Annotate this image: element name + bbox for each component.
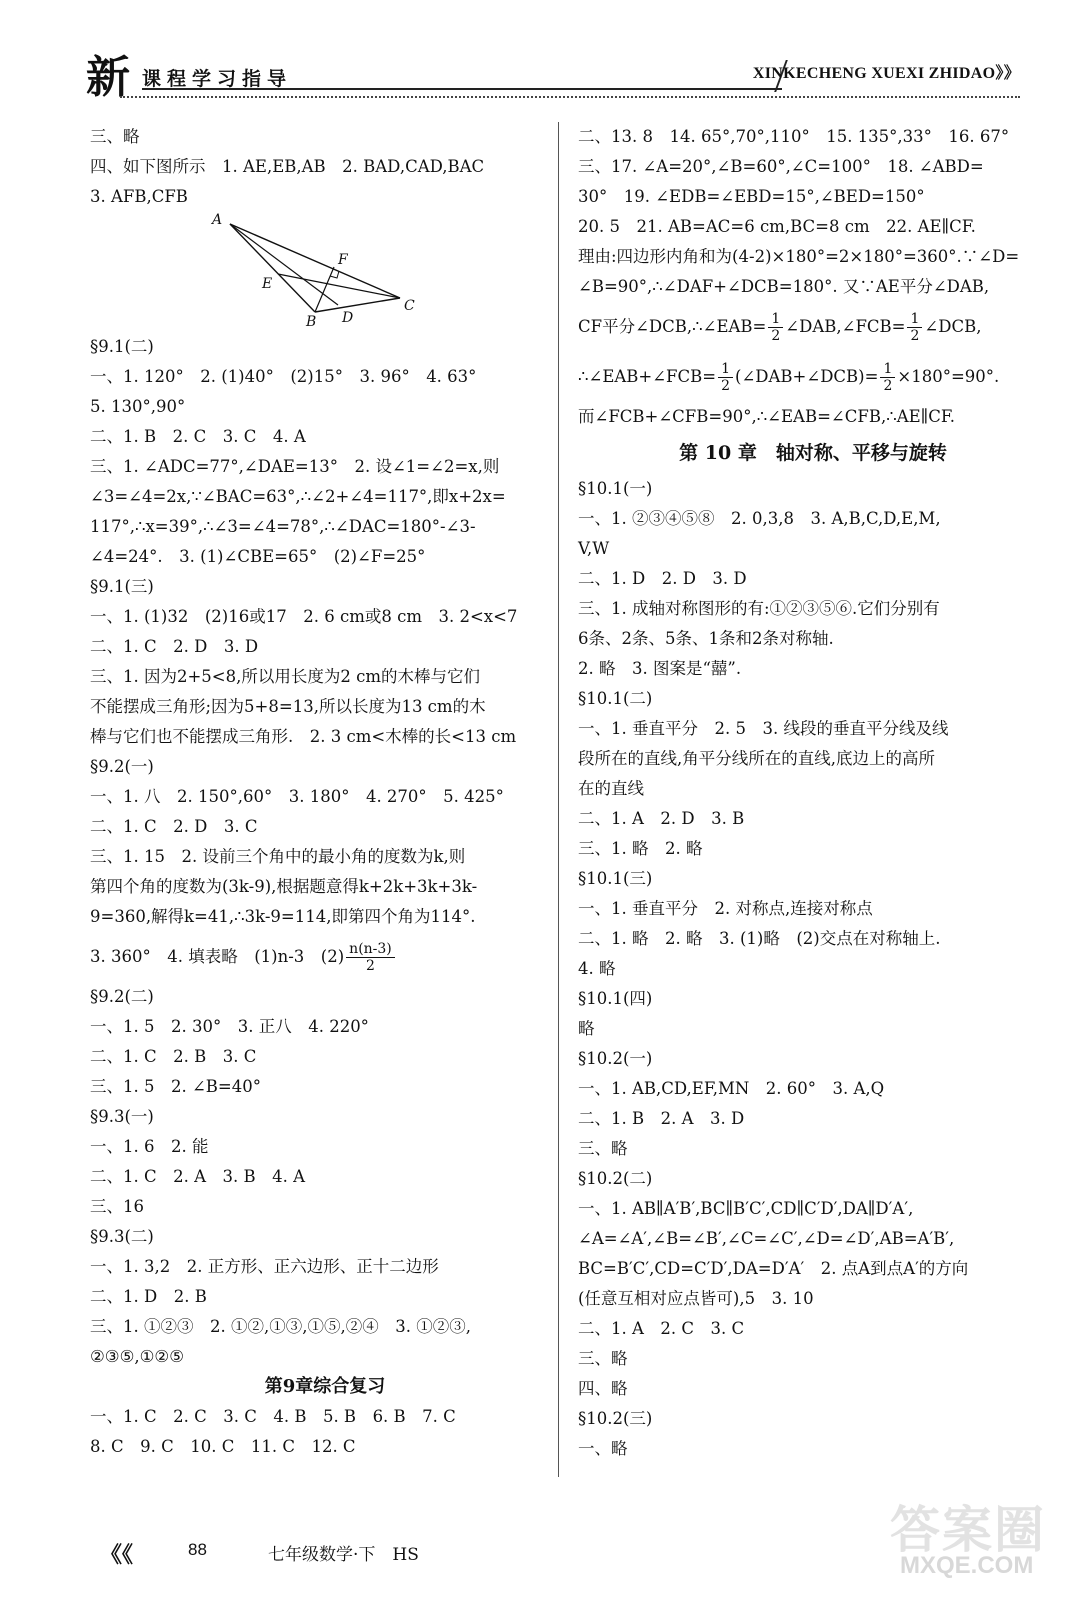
section-heading: §9.3(二) — [90, 1227, 154, 1246]
answer-line: 而∠FCB+∠CFB=90°,∴∠EAB=∠CFB,∴AE∥CF. — [578, 407, 956, 426]
answer-line: 理由:四边形内角和为(4-2)×180°=2×180°=360°.∵∠D= — [578, 247, 1020, 266]
answer-line: 9=360,解得k=41,∴3k-9=114,即第四个角为114°. — [90, 907, 476, 926]
answer-line: 一、1. 6 2. 能 — [90, 1137, 209, 1156]
answer-line: ②③⑤,①②⑤ — [90, 1347, 184, 1366]
watermark-logo — [890, 1490, 1080, 1590]
answer-line: 三、1. ①②③ 2. ①②,①③,①⑤,②④ 3. ①②③, — [90, 1317, 471, 1336]
chapter-heading: 第 10 章 轴对称、平移与旋转 — [679, 442, 947, 464]
answer-text: (∠DAB+∠DCB)= — [735, 367, 879, 386]
answer-text: 3. 360° 4. 填表略 (1)n-3 (2) — [90, 947, 345, 966]
section-heading: §9.1(二) — [90, 337, 154, 356]
answer-line: 三、1. 因为2+5<8,所以用长度为2 cm的木棒与它们 — [90, 667, 481, 686]
fraction — [907, 311, 922, 344]
answer-line: 在的直线 — [578, 779, 644, 798]
answer-line: 二、1. C 2. B 3. C — [90, 1047, 257, 1066]
watermark-text: 答案圈 — [890, 1500, 1046, 1559]
fraction — [880, 361, 895, 394]
fraction — [346, 941, 395, 974]
answer-line: 二、1. A 2. D 3. B — [578, 809, 745, 828]
fraction — [768, 311, 783, 344]
fraction-denominator: 2 — [910, 328, 920, 344]
column-divider — [558, 122, 559, 1477]
header-chevrons-icon: 》》 — [995, 65, 1020, 82]
answer-line: 20. 5 21. AB=AC=6 cm,BC=8 cm 22. AE∥CF. — [578, 217, 976, 236]
answer-line: 二、1. D 2. B — [90, 1287, 207, 1306]
fraction-numerator: 1 — [907, 311, 922, 328]
answer-line: 第四个角的度数为(3k-9),根据题意得k+2k+3k+3k- — [90, 877, 478, 896]
header-dotted-rule — [120, 96, 1020, 98]
answer-line: 一、1. 120° 2. (1)40° (2)15° 3. 96° 4. 63° — [90, 367, 477, 386]
section-heading: §9.2(二) — [90, 987, 154, 1006]
page-footer — [100, 1538, 560, 1568]
answer-text: CF平分∠DCB,∴∠EAB= — [578, 317, 767, 336]
figure-label-a: A — [212, 212, 223, 228]
answer-line: 二、1. D 2. D 3. D — [578, 569, 747, 588]
answer-line-fraction — [90, 932, 560, 982]
chapter-review-heading: 第9章综合复习 — [264, 1376, 386, 1397]
answer-line: 三、1. 15 2. 设前三个角中的最小角的度数为k,则 — [90, 847, 466, 866]
figure-label-f: F — [338, 252, 348, 268]
header-logo-char: 新 — [86, 52, 130, 103]
page-header — [80, 52, 1020, 102]
fraction-numerator: 1 — [718, 361, 733, 378]
section-heading: §9.2(一) — [90, 757, 154, 776]
answer-line: 二、1. A 2. C 3. C — [578, 1319, 745, 1338]
fraction-denominator: 2 — [883, 378, 893, 394]
answer-line: 3. AFB,CFB — [90, 187, 188, 206]
answer-line: BC=B′C′,CD=C′D′,DA=D′A′ 2. 点A到点A′的方向 — [578, 1259, 969, 1278]
section-heading: §10.1(三) — [578, 869, 653, 888]
section-heading: §9.3(一) — [90, 1107, 154, 1126]
answer-line: 二、1. C 2. D 3. C — [90, 817, 258, 836]
answer-line: ∠A=∠A′,∠B=∠B′,∠C=∠C′,∠D=∠D′,AB=A′B′, — [578, 1229, 955, 1248]
answer-text: ∴∠EAB+∠FCB= — [578, 367, 717, 386]
page-number: 88 — [188, 1540, 207, 1559]
triangle-figure — [210, 212, 430, 332]
answer-line: 一、1. AB∥A′B′,BC∥B′C′,CD∥C′D′,DA∥D′A′, — [578, 1199, 914, 1218]
answer-text: ×180°=90°. — [897, 367, 1000, 386]
answer-line: 一、1. 3,2 2. 正方形、正六边形、正十二边形 — [90, 1257, 439, 1276]
fraction-numerator: 1 — [880, 361, 895, 378]
header-english-title — [753, 60, 1020, 83]
fraction-numerator: 1 — [768, 311, 783, 328]
answer-line: 二、13. 8 14. 65°,70°,110° 15. 135°,33° 16. 67° — [578, 127, 1010, 146]
answer-line: 段所在的直线,角平分线所在的直线,底边上的高所 — [578, 749, 935, 768]
answer-line: 一、1. 八 2. 150°,60° 3. 180° 4. 270° 5. 425° — [90, 787, 504, 806]
answer-line: 2. 略 3. 图案是“囍”. — [578, 659, 742, 678]
answer-line: 略 — [578, 1019, 595, 1038]
watermark-url: MXQE.COM — [900, 1552, 1034, 1579]
answer-line: 8. C 9. C 10. C 11. C 12. C — [90, 1437, 356, 1456]
answer-line: 二、1. C 2. D 3. D — [90, 637, 259, 656]
answer-line-fraction — [578, 302, 1048, 352]
answer-line: 一、1. 5 2. 30° 3. 正八 4. 220° — [90, 1017, 369, 1036]
answer-line: 二、1. 略 2. 略 3. (1)略 (2)交点在对称轴上. — [578, 929, 941, 948]
section-heading: §10.1(四) — [578, 989, 653, 1008]
section-heading: §10.1(一) — [578, 479, 653, 498]
answer-line: V,W — [578, 539, 610, 558]
section-heading: §10.2(二) — [578, 1169, 653, 1188]
answer-line: 一、1. C 2. C 3. C 4. B 5. B 6. B 7. C — [90, 1407, 456, 1426]
answer-line: ∠B=90°,∴∠DAF+∠DCB=180°. 又∵AE平分∠DAB, — [578, 277, 990, 296]
header-rule — [142, 88, 782, 90]
right-column — [578, 122, 1048, 1464]
answer-line: 三、17. ∠A=20°,∠B=60°,∠C=100° 18. ∠ABD= — [578, 157, 984, 176]
answer-line: ∠4=24°. 3. (1)∠CBE=65° (2)∠F=25° — [90, 547, 426, 566]
answer-line: 6条、2条、5条、1条和2条对称轴. — [578, 629, 834, 648]
figure-label-c: C — [404, 298, 415, 314]
answer-line: 三、16 — [90, 1197, 144, 1216]
answer-line: 一、略 — [578, 1439, 628, 1458]
figure-label-b: B — [306, 314, 317, 330]
section-heading: §10.2(一) — [578, 1049, 653, 1068]
answer-line: (任意互相对应点皆可),5 3. 10 — [578, 1289, 814, 1308]
answer-line: 4. 略 — [578, 959, 616, 978]
answer-line: 二、1. C 2. A 3. B 4. A — [90, 1167, 306, 1186]
answer-line: 三、1. ∠ADC=77°,∠DAE=13° 2. 设∠1=∠2=x,则 — [90, 457, 500, 476]
answer-line: 三、1. 5 2. ∠B=40° — [90, 1077, 261, 1096]
answer-line-fraction — [578, 352, 1048, 402]
double-chevron-left-icon: 《《 — [100, 1542, 134, 1568]
answer-text: ∠DCB, — [924, 317, 982, 336]
answer-text: ∠DAB,∠FCB= — [785, 317, 906, 336]
answer-line: 三、1. 略 2. 略 — [578, 839, 703, 858]
triangle-diagram — [210, 212, 430, 332]
section-heading: §10.2(三) — [578, 1409, 653, 1428]
answer-line: 一、1. ②③④⑤⑧ 2. 0,3,8 3. A,B,C,D,E,M, — [578, 509, 941, 528]
answer-line: 三、略 — [90, 127, 140, 146]
answer-line: 三、略 — [578, 1349, 628, 1368]
answer-line: 二、1. B 2. C 3. C 4. A — [90, 427, 306, 446]
header-english-text: XINKECHENG XUEXI ZHIDAO — [752, 65, 996, 82]
section-heading: §10.1(二) — [578, 689, 653, 708]
header-title: 课程学习指导 — [142, 68, 293, 90]
answer-line: 一、1. AB,CD,EF,MN 2. 60° 3. A,Q — [578, 1079, 885, 1098]
footer-subject: 七年级数学·下 HS — [268, 1545, 419, 1565]
answer-line: ∠3=∠4=2x,∵∠BAC=63°,∴∠2+∠4=117°,即x+2x= — [90, 487, 506, 506]
answer-line: 三、略 — [578, 1139, 628, 1158]
fraction-denominator: 2 — [366, 958, 375, 974]
answer-line: 117°,∴x=39°,∴∠3=∠4=78°,∴∠DAC=180°-∠3- — [90, 517, 476, 536]
fraction-denominator: 2 — [771, 328, 781, 344]
answer-line: 四、略 — [578, 1379, 628, 1398]
left-column — [90, 122, 560, 1462]
answer-line: 5. 130°,90° — [90, 397, 186, 416]
answer-line: 一、1. (1)32 (2)16或17 2. 6 cm或8 cm 3. 2<x<7 — [90, 607, 518, 626]
fraction-denominator: 2 — [721, 378, 731, 394]
answer-line: 棒与它们也不能摆成三角形. 2. 3 cm<木棒的长<13 cm — [90, 727, 517, 746]
answer-line: 四、如下图所示 1. AE,EB,AB 2. BAD,CAD,BAC — [90, 157, 485, 176]
answer-line: 三、1. 成轴对称图形的有:①②③⑤⑥.它们分别有 — [578, 599, 940, 618]
answer-line: 不能摆成三角形;因为5+8=13,所以长度为13 cm的木 — [90, 697, 486, 716]
answer-line: 一、1. 垂直平分 2. 对称点,连接对称点 — [578, 899, 873, 918]
answer-line: 二、1. B 2. A 3. D — [578, 1109, 745, 1128]
answer-line: 一、1. 垂直平分 2. 5 3. 线段的垂直平分线及线 — [578, 719, 949, 738]
fraction — [718, 361, 733, 394]
figure-label-e: E — [262, 276, 273, 292]
answer-line: 30° 19. ∠EDB=∠EBD=15°,∠BED=150° — [578, 187, 925, 206]
section-heading: §9.1(三) — [90, 577, 154, 596]
figure-label-d: D — [342, 310, 354, 326]
fraction-numerator: n(n-3) — [346, 941, 395, 958]
